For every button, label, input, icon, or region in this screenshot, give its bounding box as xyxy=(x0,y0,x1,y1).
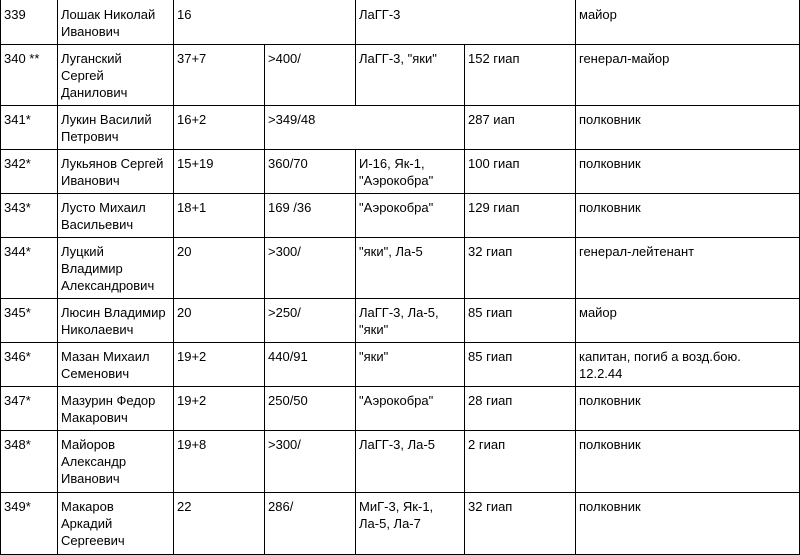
cell-sorties: 20 xyxy=(174,299,265,343)
cell-flights: >300/ xyxy=(265,431,356,493)
cell-unit: 100 гиап xyxy=(465,150,576,194)
table-row xyxy=(1,299,800,343)
table-row xyxy=(1,0,800,45)
cell-sorties: 19+2 xyxy=(174,343,265,387)
cell-number: 349* xyxy=(1,493,58,555)
cell-name: Майоров Александр Иванович xyxy=(58,431,174,493)
table-row xyxy=(1,343,800,387)
cell-planes: ЛаГГ-3, Ла-5 xyxy=(356,431,465,493)
cell-flights: 250/50 xyxy=(265,387,356,431)
cell-rank: полковник xyxy=(576,150,800,194)
cell-unit: 32 гиап xyxy=(465,493,576,555)
cell-unit: 85 гиап xyxy=(465,343,576,387)
cell-number: 341* xyxy=(1,106,58,150)
cell-rank: генерал-майор xyxy=(576,45,800,106)
cell-name: Мазурин Федор Макарович xyxy=(58,387,174,431)
cell-flights: 440/91 xyxy=(265,343,356,387)
table-row xyxy=(1,45,800,106)
cell-number: 343* xyxy=(1,194,58,238)
cell-rank: полковник xyxy=(576,493,800,555)
cell-unit: 152 гиап xyxy=(465,45,576,106)
cell-flights: >300/ xyxy=(265,238,356,299)
cell-unit: 32 гиап xyxy=(465,238,576,299)
cell-flights: 360/70 xyxy=(265,150,356,194)
cell-number: 342* xyxy=(1,150,58,194)
cell-rank: генерал-лейтенант xyxy=(576,238,800,299)
cell-number: 344* xyxy=(1,238,58,299)
table-row xyxy=(1,150,800,194)
cell-planes: "Аэрокобра" xyxy=(356,194,465,238)
cell-planes: ЛаГГ-3, "яки" xyxy=(356,45,465,106)
cell-name: Лукьянов Сергей Иванович xyxy=(58,150,174,194)
cell-sorties: 16+2 xyxy=(174,106,265,150)
cell-name: Макаров Аркадий Сергеевич xyxy=(58,493,174,555)
cell-rank: майор xyxy=(576,299,800,343)
cell-number: 339 xyxy=(1,0,58,45)
cell-sorties: 18+1 xyxy=(174,194,265,238)
cell-name: Луганский Сергей Данилович xyxy=(58,45,174,106)
cell-name: Лукин Василий Петрович xyxy=(58,106,174,150)
cell-unit: 28 гиап xyxy=(465,387,576,431)
cell-sorties: 15+19 xyxy=(174,150,265,194)
table-row xyxy=(1,238,800,299)
cell-sorties: 19+8 xyxy=(174,431,265,493)
cell-name: Луцкий Владимир Александрович xyxy=(58,238,174,299)
cell-rank: полковник xyxy=(576,431,800,493)
table-row xyxy=(1,106,800,150)
cell-flights: >349/48 xyxy=(265,106,465,150)
cell-flights: 286/ xyxy=(265,493,356,555)
cell-sorties: 20 xyxy=(174,238,265,299)
cell-number: 347* xyxy=(1,387,58,431)
cell-number: 346* xyxy=(1,343,58,387)
cell-planes: "яки", Ла-5 xyxy=(356,238,465,299)
cell-flights: 169 /36 xyxy=(265,194,356,238)
cell-planes: "Аэрокобра" xyxy=(356,387,465,431)
cell-name: Лусто Михаил Васильевич xyxy=(58,194,174,238)
cell-flights: >250/ xyxy=(265,299,356,343)
cell-number: 348* xyxy=(1,431,58,493)
cell-rank: майор xyxy=(576,0,800,45)
cell-name: Люсин Владимир Николаевич xyxy=(58,299,174,343)
cell-rank: полковник xyxy=(576,387,800,431)
cell-planes: ЛаГГ-3 xyxy=(356,0,576,45)
table-row xyxy=(1,194,800,238)
cell-rank: полковник xyxy=(576,106,800,150)
cell-unit: 2 гиап xyxy=(465,431,576,493)
table-row xyxy=(1,431,800,493)
cell-number: 340 ** xyxy=(1,45,58,106)
cell-planes: "яки" xyxy=(356,343,465,387)
cell-unit: 85 гиап xyxy=(465,299,576,343)
cell-sorties: 16 xyxy=(174,0,356,45)
cell-sorties: 37+7 xyxy=(174,45,265,106)
cell-planes: МиГ-3, Як-1, Ла-5, Ла-7 xyxy=(356,493,465,555)
cell-sorties: 19+2 xyxy=(174,387,265,431)
cell-planes: ЛаГГ-3, Ла-5, "яки" xyxy=(356,299,465,343)
cell-number: 345* xyxy=(1,299,58,343)
table-row xyxy=(1,387,800,431)
cell-unit: 287 иап xyxy=(465,106,576,150)
cell-rank: капитан, погиб а возд.бою. 12.2.44 xyxy=(576,343,800,387)
cell-planes: И-16, Як-1, "Аэрокобра" xyxy=(356,150,465,194)
cell-rank: полковник xyxy=(576,194,800,238)
cell-sorties: 22 xyxy=(174,493,265,555)
cell-unit: 129 гиап xyxy=(465,194,576,238)
cell-name: Лошак Николай Иванович xyxy=(58,0,174,45)
cell-flights: >400/ xyxy=(265,45,356,106)
cell-name: Мазан Михаил Семенович xyxy=(58,343,174,387)
table-row xyxy=(1,493,800,555)
